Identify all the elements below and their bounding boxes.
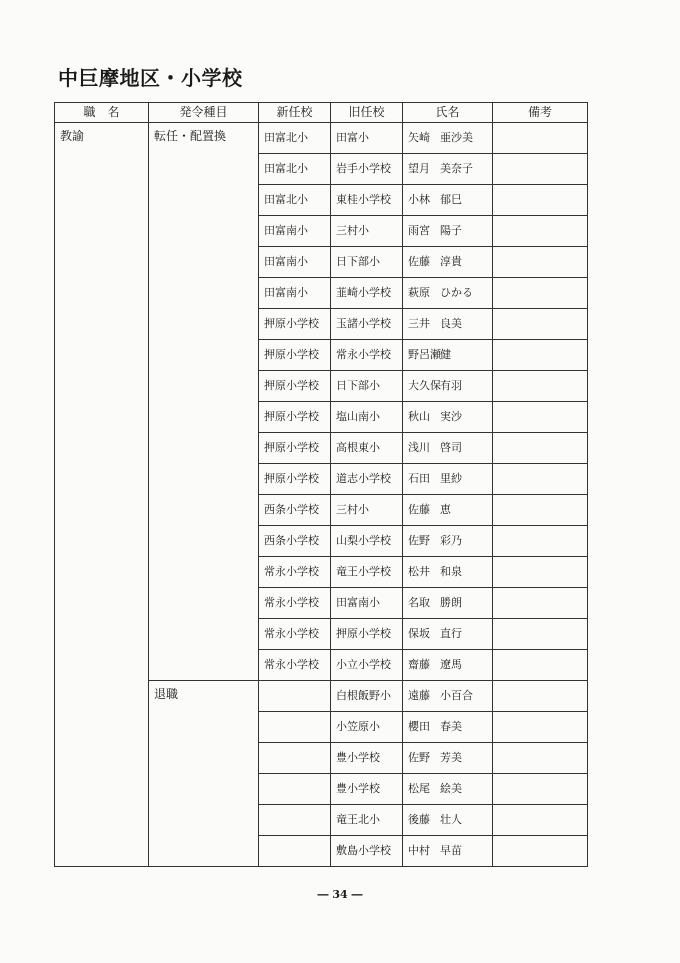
given-name: 健 [440, 347, 451, 361]
name-cell [403, 526, 493, 557]
name-cell [403, 774, 493, 805]
name-cell [403, 495, 493, 526]
old-school-cell: 三村小 [331, 495, 403, 526]
notes-cell [493, 712, 588, 743]
name-cell [403, 650, 493, 681]
name-cell [403, 123, 493, 154]
old-school-cell: 豊小学校 [331, 743, 403, 774]
name-cell [403, 340, 493, 371]
surname: 佐野 [408, 750, 430, 764]
given-name: 淳貴 [440, 254, 462, 268]
old-school-cell: 塩山南小 [331, 402, 403, 433]
surname: 松尾 [408, 781, 430, 795]
surname: 野呂瀬 [408, 347, 441, 361]
name-cell [403, 619, 493, 650]
old-school-cell: 竜王小学校 [331, 557, 403, 588]
surname: 秋山 [408, 409, 430, 423]
new-school-cell: 田富北小 [259, 185, 331, 216]
name-cell [403, 433, 493, 464]
new-school-cell [259, 805, 331, 836]
notes-cell [493, 309, 588, 340]
col-header-new-school: 新任校 [259, 103, 331, 123]
surname: 名取 [408, 595, 430, 609]
old-school-cell: 岩手小学校 [331, 154, 403, 185]
old-school-cell: 山梨小学校 [331, 526, 403, 557]
notes-cell [493, 185, 588, 216]
personnel-table [54, 102, 588, 867]
notes-cell [493, 743, 588, 774]
surname: 佐藤 [408, 254, 430, 268]
given-name: 遼馬 [440, 657, 462, 671]
given-name: 里紗 [440, 471, 462, 485]
new-school-cell: 田富北小 [259, 154, 331, 185]
notes-cell [493, 216, 588, 247]
new-school-cell: 押原小学校 [259, 433, 331, 464]
name-cell [403, 216, 493, 247]
given-name: ひかる [440, 285, 473, 299]
surname: 雨宮 [408, 223, 430, 237]
new-school-cell [259, 712, 331, 743]
notes-cell [493, 464, 588, 495]
name-cell [403, 464, 493, 495]
new-school-cell: 田富南小 [259, 216, 331, 247]
old-school-cell: 小笠原小 [331, 712, 403, 743]
surname: 三井 [408, 316, 430, 330]
given-name: 壮人 [440, 812, 462, 826]
notes-cell [493, 557, 588, 588]
notes-cell [493, 495, 588, 526]
surname: 櫻田 [408, 719, 430, 733]
notes-cell [493, 154, 588, 185]
name-cell [403, 247, 493, 278]
old-school-cell: 白根飯野小 [331, 681, 403, 712]
notes-cell [493, 402, 588, 433]
new-school-cell: 田富南小 [259, 278, 331, 309]
name-cell [403, 309, 493, 340]
notes-cell [493, 681, 588, 712]
new-school-cell [259, 836, 331, 867]
given-name: 美奈子 [440, 161, 473, 175]
new-school-cell: 押原小学校 [259, 371, 331, 402]
new-school-cell: 常永小学校 [259, 619, 331, 650]
name-cell [403, 681, 493, 712]
name-cell [403, 185, 493, 216]
surname: 矢崎 [408, 130, 430, 144]
given-name: 彩乃 [440, 533, 462, 547]
given-name: 陽子 [440, 223, 462, 237]
given-name: 勝朗 [440, 595, 462, 609]
name-cell [403, 154, 493, 185]
col-header-name: 氏名 [403, 103, 493, 123]
surname: 佐藤 [408, 502, 430, 516]
old-school-cell: 小立小学校 [331, 650, 403, 681]
new-school-cell: 押原小学校 [259, 340, 331, 371]
given-name: 春美 [440, 719, 462, 733]
table-row [55, 123, 588, 154]
notes-cell [493, 123, 588, 154]
old-school-cell: 日下部小 [331, 247, 403, 278]
surname: 中村 [408, 843, 430, 857]
given-name: 啓司 [440, 440, 462, 454]
old-school-cell: 敷島小学校 [331, 836, 403, 867]
old-school-cell: 常永小学校 [331, 340, 403, 371]
given-name: 芳美 [440, 750, 462, 764]
old-school-cell: 玉諸小学校 [331, 309, 403, 340]
notes-cell [493, 340, 588, 371]
old-school-cell: 豊小学校 [331, 774, 403, 805]
old-school-cell: 田富南小 [331, 588, 403, 619]
given-name: 実沙 [440, 409, 462, 423]
notes-cell [493, 278, 588, 309]
col-header-notes: 備考 [493, 103, 588, 123]
notes-cell [493, 588, 588, 619]
old-school-cell: 日下部小 [331, 371, 403, 402]
new-school-cell: 常永小学校 [259, 557, 331, 588]
surname: 萩原 [408, 285, 430, 299]
surname: 保坂 [408, 626, 430, 640]
given-name: 亜沙美 [440, 130, 473, 144]
new-school-cell: 押原小学校 [259, 464, 331, 495]
appointment-type-cell: 退職 [149, 681, 259, 867]
old-school-cell: 道志小学校 [331, 464, 403, 495]
surname: 後藤 [408, 812, 430, 826]
given-name: 郁巳 [440, 192, 462, 206]
name-cell [403, 371, 493, 402]
table-body [55, 123, 588, 867]
col-header-appointment-type: 発令種目 [149, 103, 259, 123]
new-school-cell: 西条小学校 [259, 526, 331, 557]
given-name: 早苗 [440, 843, 462, 857]
given-name: 直行 [440, 626, 462, 640]
name-cell [403, 805, 493, 836]
notes-cell [493, 526, 588, 557]
given-name: 絵美 [440, 781, 462, 795]
given-name: 恵 [440, 502, 451, 516]
appointment-type-cell: 転任・配置換 [149, 123, 259, 681]
surname: 佐野 [408, 533, 430, 547]
table-header-row [55, 103, 588, 123]
given-name: 有羽 [440, 378, 462, 392]
old-school-cell: 東桂小学校 [331, 185, 403, 216]
notes-cell [493, 619, 588, 650]
name-cell [403, 743, 493, 774]
notes-cell [493, 805, 588, 836]
old-school-cell: 三村小 [331, 216, 403, 247]
surname: 石田 [408, 471, 430, 485]
position-cell: 教諭 [55, 123, 149, 867]
old-school-cell: 竜王北小 [331, 805, 403, 836]
name-cell [403, 836, 493, 867]
surname: 遠藤 [408, 688, 430, 702]
surname: 齋藤 [408, 657, 430, 671]
given-name: 和泉 [440, 564, 462, 578]
given-name: 良美 [440, 316, 462, 330]
notes-cell [493, 371, 588, 402]
new-school-cell [259, 681, 331, 712]
new-school-cell: 押原小学校 [259, 402, 331, 433]
surname: 望月 [408, 161, 430, 175]
old-school-cell: 高根東小 [331, 433, 403, 464]
new-school-cell: 田富南小 [259, 247, 331, 278]
col-header-old-school: 旧任校 [331, 103, 403, 123]
new-school-cell [259, 774, 331, 805]
page-number: ― 34 ― [317, 888, 363, 901]
name-cell [403, 712, 493, 743]
notes-cell [493, 774, 588, 805]
name-cell [403, 557, 493, 588]
surname: 松井 [408, 564, 430, 578]
col-header-position: 職 名 [55, 103, 149, 123]
new-school-cell [259, 743, 331, 774]
old-school-cell: 韮崎小学校 [331, 278, 403, 309]
new-school-cell: 常永小学校 [259, 588, 331, 619]
old-school-cell: 田富小 [331, 123, 403, 154]
name-cell [403, 278, 493, 309]
given-name: 小百合 [440, 688, 473, 702]
old-school-cell: 押原小学校 [331, 619, 403, 650]
surname: 大久保 [408, 378, 441, 392]
name-cell [403, 402, 493, 433]
surname: 浅川 [408, 440, 430, 454]
page-title: 中巨摩地区・小学校 [58, 66, 243, 90]
notes-cell [493, 650, 588, 681]
name-cell [403, 588, 493, 619]
notes-cell [493, 433, 588, 464]
new-school-cell: 西条小学校 [259, 495, 331, 526]
new-school-cell: 常永小学校 [259, 650, 331, 681]
surname: 小林 [408, 192, 430, 206]
new-school-cell: 押原小学校 [259, 309, 331, 340]
notes-cell [493, 836, 588, 867]
new-school-cell: 田富北小 [259, 123, 331, 154]
notes-cell [493, 247, 588, 278]
